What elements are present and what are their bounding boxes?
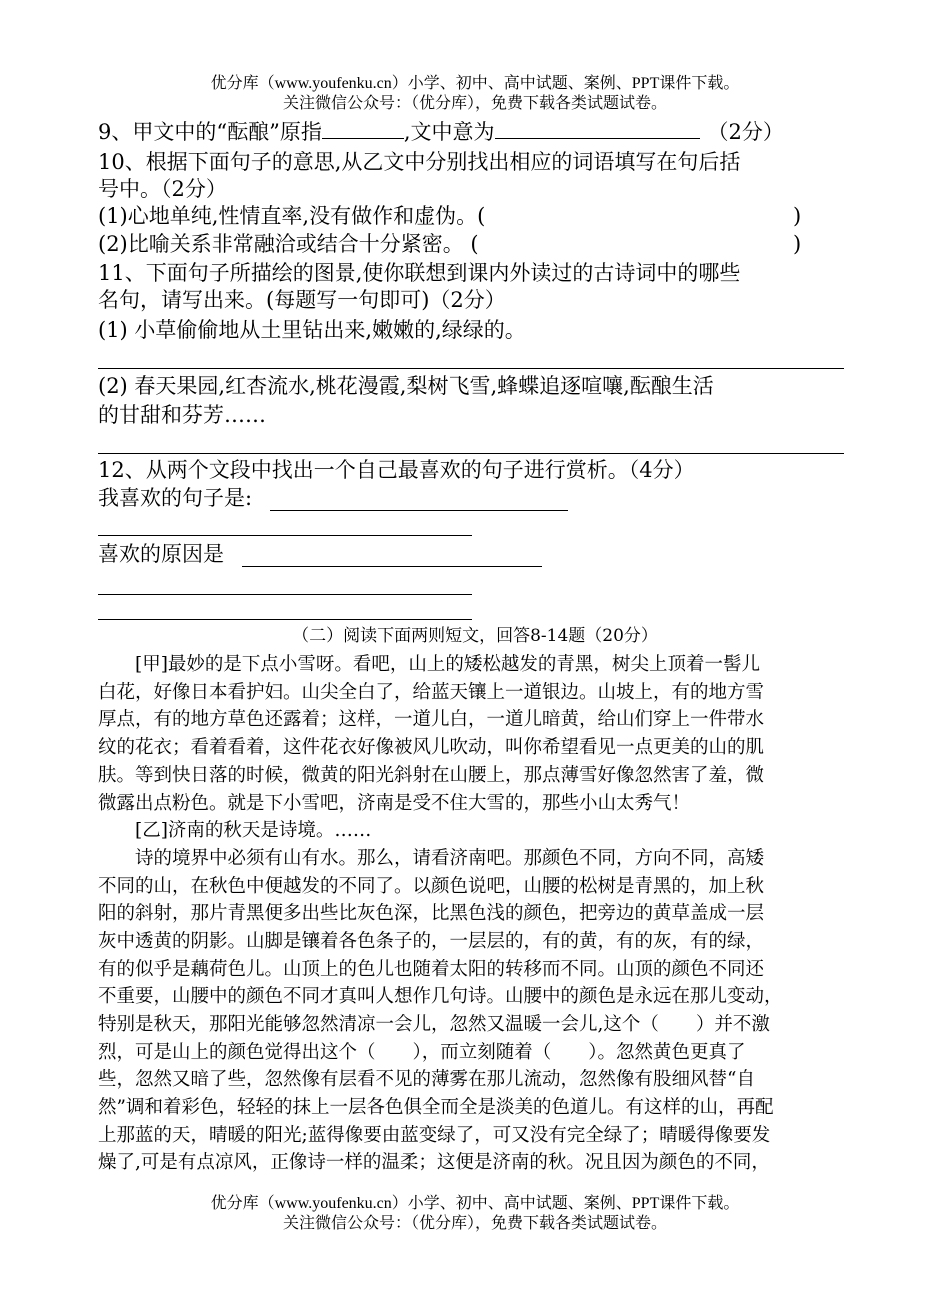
question-11-line-2: 名句，请写出来。(每题写一句即可)（2分） (98, 288, 506, 312)
question-9-score: （2分） (707, 120, 784, 144)
q9-answer-blank-1[interactable] (322, 120, 404, 139)
question-10-item-2-close: ) (793, 232, 802, 256)
question-11-line-1: 11、下面句子所描绘的图景,使你联想到课内外读过的古诗词中的哪些 (98, 261, 741, 285)
q12-sentence-blank[interactable] (270, 510, 568, 511)
question-10-item-2: (2)比喻关系非常融洽或结合十分紧密。 ( (98, 232, 479, 256)
question-11-item-1: (1) 小草偷偷地从土里钻出来,嫩嫩的,绿绿的。 (98, 318, 526, 342)
question-12-reason-label: 喜欢的原因是 (98, 542, 224, 566)
passage-yi-line: 特别是秋天，那阳光能够忽然清凉一会儿，忽然又温暖一会儿,这个（ ）并不激 (98, 1014, 770, 1035)
passage-yi-line: 不重要，山腰中的颜色不同才真叫人想作几句诗。山腰中的颜色是永远在那儿变动， (98, 986, 783, 1007)
passage-jia-line: [甲]最妙的是下点小雪呀。看吧，山上的矮松越发的青黑，树尖上顶着一髻儿 (98, 654, 760, 675)
question-11-item-2-line-2: 的甘甜和芬芳…… (98, 403, 266, 427)
q12-reason-line-2[interactable] (98, 594, 472, 595)
passage-yi-line: 诗的境界中必须有山有水。那么，请看济南吧。那颜色不同，方向不同，高矮 (98, 848, 765, 869)
footer-line-1: 优分库（www.youfenku.cn）小学、初中、高中试题、案例、PPT课件下载。 (210, 1195, 740, 1212)
header-line-2: 关注微信公众号：（优分库），免费下载各类试题试卷。 (282, 95, 667, 112)
passage-yi-line: 些，忽然又暗了些，忽然像有层看不见的薄雾在那儿流动，忽然像有股细风替“自 (98, 1069, 755, 1090)
passage-jia-line: 白花，好像日本看护妇。山尖全白了，给蓝天镶上一道银边。山坡上，有的地方雪 (98, 682, 765, 703)
passage-yi-line: [乙]济南的秋天是诗境。…… (98, 820, 372, 841)
passage-jia-line: 厚点，有的地方草色还露着；这样，一道儿白，一道儿暗黄，给山们穿上一件带水 (98, 709, 765, 730)
q12-sentence-line-2[interactable] (98, 535, 472, 536)
q11-answer-line-1[interactable] (98, 368, 844, 369)
question-10-item-1: (1)心地单纯,性情直率,没有做作和虚伪。( (98, 204, 486, 228)
passage-jia-line: 肤。等到快日落的时候，微黄的阳光斜射在山腰上，那点薄雪好像忽然害了羞，微 (98, 765, 765, 786)
q12-reason-blank[interactable] (242, 566, 542, 567)
passage-yi-line: 阳的斜射，那片青黑便多出些比灰色深，比黑色浅的颜色，把旁边的黄草盖成一层 (98, 903, 765, 924)
passage-yi-line: 有的似乎是藕荷色儿。山顶上的色儿也随着太阳的转移而不同。山顶的颜色不同还 (98, 959, 765, 980)
passage-yi-line: 燥了,可是有点凉风，正像诗一样的温柔；这便是济南的秋。况且因为颜色的不同， (98, 1152, 770, 1173)
section-2-title: （二）阅读下面两则短文，回答8-14题（20分） (292, 626, 658, 646)
question-11-item-2-line-1: (2) 春天果园,红杏流水,桃花漫霞,梨树飞雪,蜂蝶追逐喧嚷,酝酿生活 (98, 374, 714, 398)
passage-yi-line: 不同的山，在秋色中便越发的不同了。以颜色说吧，山腰的松树是青黑的，加上秋 (98, 876, 765, 897)
passage-jia-line: 微露出点粉色。就是下小雪吧，济南是受不住大雪的，那些小山太秀气！ (98, 793, 691, 814)
q12-reason-line-3[interactable] (98, 619, 472, 620)
passage-jia-line: 纹的花衣；看着看着，这件花衣好像被风儿吹动，叫你希望看见一点更美的山的肌 (98, 737, 765, 758)
question-9-text-b: ,文中意为 (403, 120, 495, 144)
passage-yi-line: 上那蓝的天，晴暖的阳光;蓝得像要由蓝变绿了，可又没有完全绿了；晴暖得像要发 (98, 1125, 771, 1146)
q9-answer-blank-2[interactable] (495, 120, 700, 139)
header-line-1: 优分库（www.youfenku.cn）小学、初中、高中试题、案例、PPT课件下载。 (210, 75, 740, 92)
q11-answer-line-2[interactable] (98, 453, 844, 454)
question-12-line-1: 12、从两个文段中找出一个自己最喜欢的句子进行赏析。（4分） (98, 458, 695, 482)
passage-yi-line: 灰中透黄的阴影。山脚是镶着各色条子的，一层层的，有的黄，有的灰，有的绿， (98, 931, 765, 952)
question-10-item-1-close: ) (793, 204, 802, 228)
question-10-line-2: 号中。（2分） (98, 177, 227, 201)
passage-yi-line: 然”调和着彩色，轻轻的抹上一层各色俱全而全是淡美的色道儿。有这样的山，再配 (98, 1097, 774, 1118)
passage-yi-line: 烈，可是山上的颜色觉得出这个（ ），而立刻随着（ ）。忽然黄色更真了 (98, 1042, 746, 1063)
question-10-line-1: 10、根据下面句子的意思,从乙文中分别找出相应的词语填写在句后括 (98, 150, 741, 174)
question-9 (98, 118, 784, 146)
question-9-text-a: 9、甲文中的“酝酿”原指 (98, 120, 322, 144)
footer-line-2: 关注微信公众号：（优分库），免费下载各类试题试卷。 (282, 1215, 667, 1232)
question-12-sentence-label: 我喜欢的句子是: (98, 486, 253, 510)
